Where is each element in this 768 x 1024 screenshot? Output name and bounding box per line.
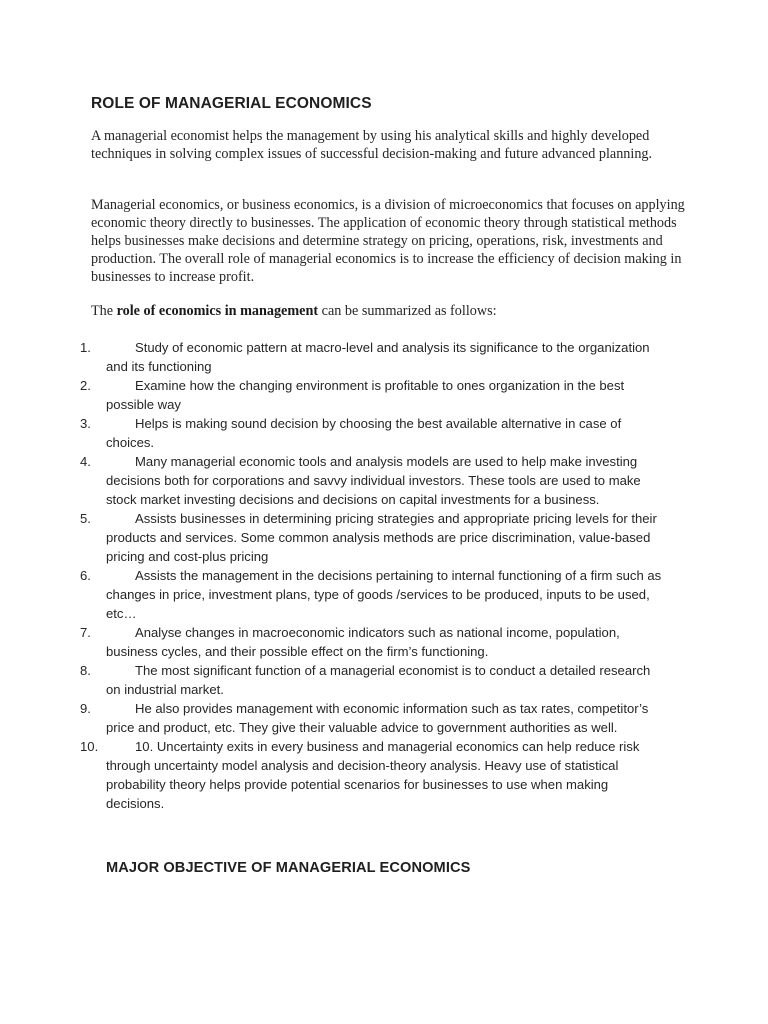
definition-paragraph: Managerial economics, or business economics, is a division of microeconomics that focuses on applying economic theory directly to businesses. The application of economic theory through statistical methods helps businesses make decisions and determine strategy on pricing, operations, risk, investments and production. The overall role of managerial economics is to increase the efficiency of decision making in businesses to increase profit. [91, 197, 685, 285]
list-item-text: The most significant function of a managerial economist is to conduct a detailed research on industrial market. [106, 663, 651, 697]
list-item-number: 6. [80, 568, 91, 583]
list-item [0, 699, 666, 737]
list-item [0, 414, 666, 452]
roles-list [0, 338, 768, 813]
list-item-text: 10. Uncertainty exits in every business and managerial economics can help reduce risk through uncertainty model analysis and decision-theory analysis. Heavy use of statistical probability theory helps provide potential scenarios for businesses to use when making decisions. [106, 739, 640, 811]
list-item-number: 3. [80, 416, 91, 431]
list-item-number: 8. [80, 663, 91, 678]
list-item-text: Helps is making sound decision by choosing the best available alternative in case of choices. [106, 416, 622, 450]
list-item-number: 4. [80, 454, 91, 469]
intro-paragraph: A managerial economist helps the management by using his analytical skills and highly developed techniques in solving complex issues of successful decision-making and future advanced planning. [91, 128, 653, 162]
section-heading: MAJOR OBJECTIVE OF MANAGERIAL ECONOMICS [106, 860, 471, 876]
summary-intro-before: The [91, 303, 117, 319]
list-item [0, 661, 666, 699]
list-item [0, 509, 666, 566]
list-item-text: Study of economic pattern at macro-level and analysis its significance to the organization and its functioning [106, 340, 650, 374]
list-item-number: 2. [80, 378, 91, 393]
list-item-text: He also provides management with economic information such as tax rates, competitor’s price and product, etc. They give their valuable advice to government authorities as well. [106, 701, 649, 735]
list-item-number: 1. [80, 340, 91, 355]
list-item [0, 566, 666, 623]
list-item [0, 452, 666, 509]
list-item-text: Examine how the changing environment is profitable to ones organization in the best possible way [106, 378, 625, 412]
list-item [0, 623, 666, 661]
summary-intro-after: can be summarized as follows: [318, 303, 497, 319]
list-item-text: Many managerial economic tools and analysis models are used to help make investing decisions both for corporations and savvy individual investors. These tools are used to make stock market investing decisions and decisions on capital investments for a business. [106, 454, 641, 507]
list-item-number: 7. [80, 625, 91, 640]
list-item-number: 9. [80, 701, 91, 716]
list-item-text: Assists businesses in determining pricing strategies and appropriate pricing levels for their products and services. Some common analysis methods are price discrimination, value-based pricing and cost-plus pricing [106, 511, 657, 564]
list-item [0, 737, 666, 813]
page-title: ROLE OF MANAGERIAL ECONOMICS [91, 95, 372, 112]
list-item-text: Assists the management in the decisions pertaining to internal functioning of a firm such as changes in price, investment plans, type of goods /services to be produced, inputs to be used, etc… [106, 568, 662, 621]
list-item-number: 10. [80, 739, 99, 754]
summary-intro-bold: role of economics in management [116, 303, 319, 319]
summary-intro [91, 302, 691, 320]
list-item [0, 376, 666, 414]
list-item [0, 338, 666, 376]
list-item-text: Analyse changes in macroeconomic indicators such as national income, population, business cycles, and their possible effect on the firm’s functioning. [106, 625, 620, 659]
list-item-number: 5. [80, 511, 91, 526]
